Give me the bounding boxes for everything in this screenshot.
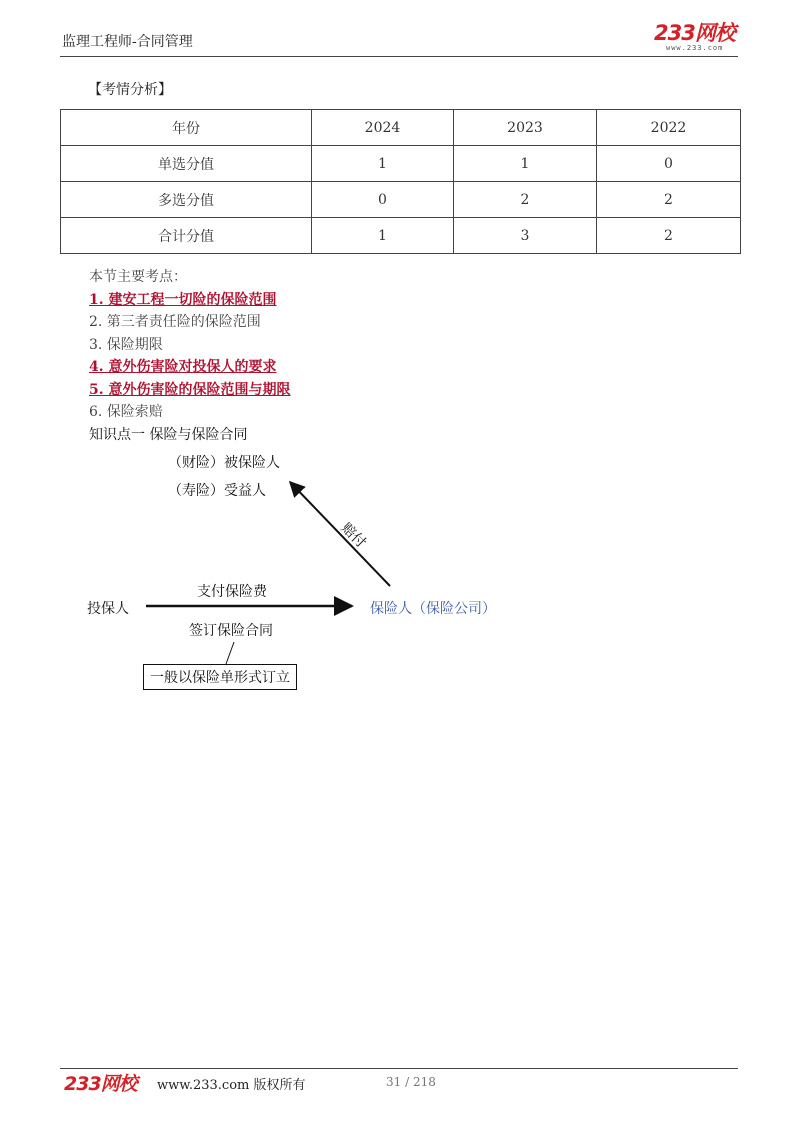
table-cell: 合计分值 [61, 218, 312, 254]
section-title: 【考情分析】 [88, 82, 172, 98]
table-cell: 2 [597, 182, 741, 218]
table-row [61, 182, 741, 218]
brand-logo-url: www.233.com [666, 44, 724, 52]
table-header-cell: 年份 [61, 110, 312, 146]
key-point-item: 2. 第三者责任险的保险范围 [89, 314, 261, 330]
table-header-cell: 2023 [454, 110, 597, 146]
header-divider [60, 56, 738, 57]
payout-label: 赔付 [337, 520, 369, 552]
table-cell: 多选分值 [61, 182, 312, 218]
table-cell: 1 [312, 146, 454, 182]
key-point-item: 3. 保险期限 [89, 336, 163, 353]
key-points-list [89, 266, 291, 446]
pay-premium-label: 支付保险费 [197, 584, 267, 600]
beneficiary-property-label: （财险）被保险人 [168, 455, 280, 471]
footer-divider [60, 1068, 738, 1069]
table-cell: 0 [597, 146, 741, 182]
table-cell: 2 [454, 182, 597, 218]
table-cell: 1 [312, 218, 454, 254]
diagram-arrows [0, 440, 800, 710]
footer-logo: 233网校 [64, 1073, 137, 1095]
table-header-cell: 2022 [597, 110, 741, 146]
insurer-label: 保险人（保险公司） [370, 601, 496, 617]
policyholder-label: 投保人 [87, 601, 129, 617]
table-header-cell: 2024 [312, 110, 454, 146]
table-cell: 0 [312, 182, 454, 218]
page-number: 31 / 218 [386, 1075, 436, 1089]
document-header-title: 监理工程师-合同管理 [62, 34, 193, 50]
table-row [61, 146, 741, 182]
note-connector [226, 642, 234, 664]
key-point-link[interactable]: 4. 意外伤害险对投保人的要求 [89, 359, 277, 375]
table-header-row [61, 110, 741, 146]
insurance-contract-diagram [0, 440, 800, 710]
beneficiary-life-label: （寿险）受益人 [168, 483, 266, 499]
brand-logo-text: 233网校 [654, 21, 735, 45]
brand-logo [654, 22, 736, 52]
key-points-intro: 本节主要考点： [89, 269, 187, 285]
sign-contract-label: 签订保险合同 [189, 623, 273, 639]
policy-form-note: 一般以保险单形式订立 [143, 664, 297, 690]
footer-site-copyright: www.233.com 版权所有 [157, 1078, 306, 1093]
knowledge-point-heading: 知识点一 保险与保险合同 [89, 426, 248, 443]
key-point-link[interactable]: 1. 建安工程一切险的保险范围 [89, 291, 277, 308]
table-cell: 3 [454, 218, 597, 254]
table-row [61, 218, 741, 254]
key-point-item: 6. 保险索赔 [89, 404, 163, 420]
table-cell: 2 [597, 218, 741, 254]
key-point-link[interactable]: 5. 意外伤害险的保险范围与期限 [89, 381, 291, 398]
table-cell: 单选分值 [61, 146, 312, 182]
table-cell: 1 [454, 146, 597, 182]
exam-score-table [60, 109, 741, 254]
